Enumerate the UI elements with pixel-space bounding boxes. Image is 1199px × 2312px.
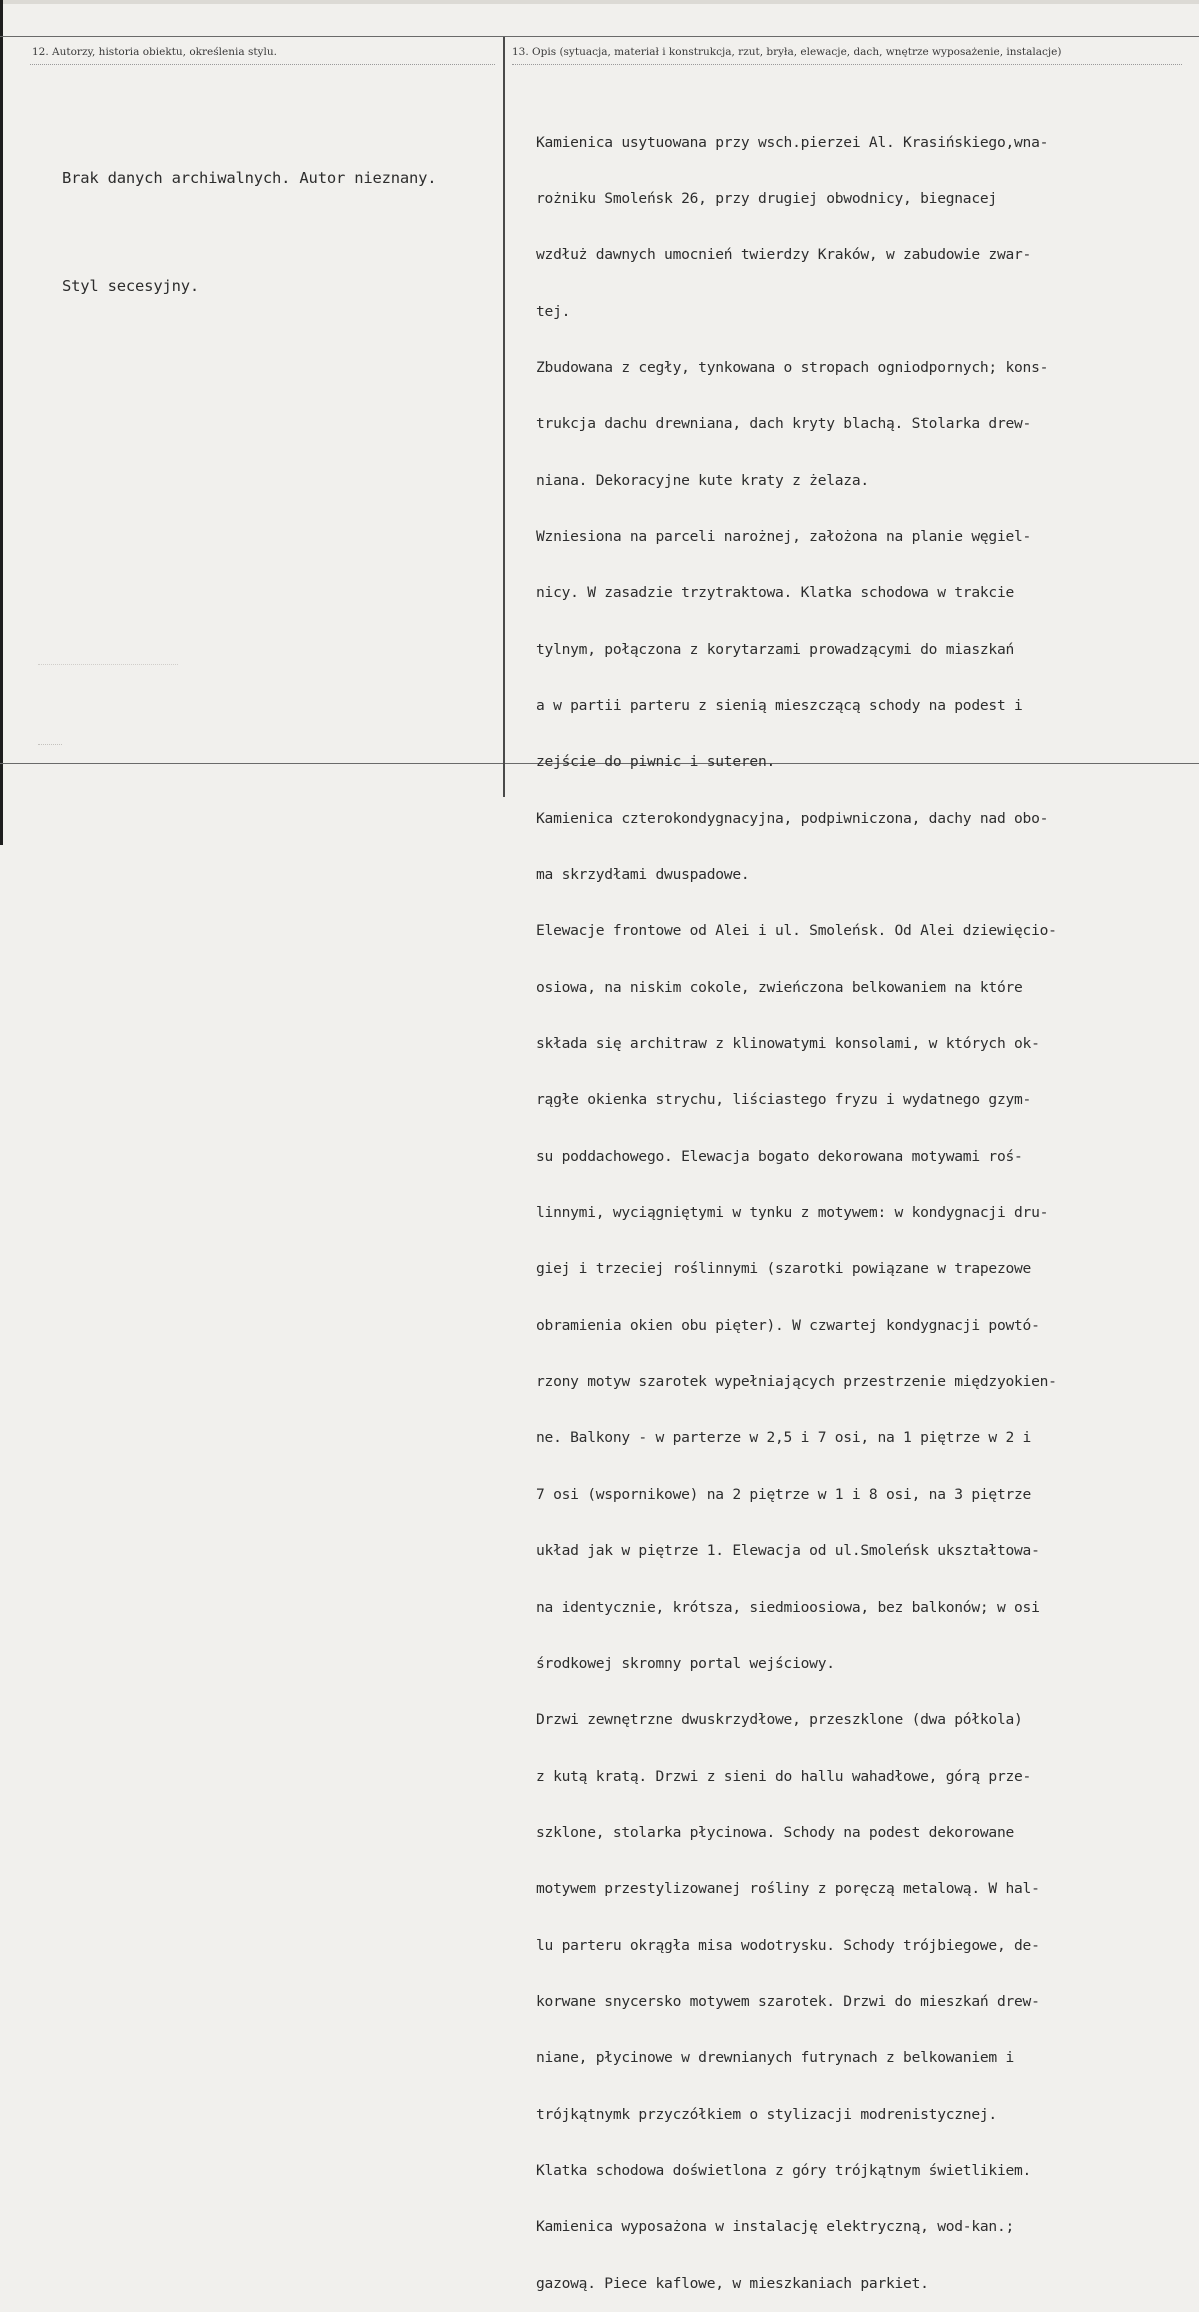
text-line: składa się architraw z klinowatymi konsolami, w których ok- [536,1035,1040,1053]
text-line: gazową. Piece kaflowe, w mieszkaniach parkiet. [536,2274,929,2292]
text-line: a w partii parteru z sienią mieszczącą schody na podest i [536,697,1023,714]
text-line: Kamienica czterokondygnacyjna, podpiwniczona, dachy nad obo- [536,809,1049,827]
faint-bleedthrough-mark [38,664,178,671]
text-line: Kamienica wyposażona w instalację elektryczną, wod-kan.; [536,2218,1015,2236]
text-line: 7 osi (wspornikowe) na 2 piętrze w 1 i 8 osi, na 3 piętrze [536,1485,1032,1503]
text-line: trukcja dachu drewniana, dach kryty blachą. Stolarka drew- [536,415,1032,433]
top-rule [0,36,1199,37]
text-line: Zbudowana z cegły, tynkowana o stropach ogniodpornych; kons- [536,358,1049,376]
column-divider [503,37,505,797]
text-line: Drzwi zewnętrzne dwuskrzydłowe, przeszklone (dwa półkola) [536,1711,1023,1729]
text-line: na identycznie, krótsza, siedmioosiowa, bez balkonów; w osi [536,1598,1040,1616]
text-line: ma skrzydłami dwuspadowe. [536,866,750,884]
text-line: niana. Dekoracyjne kute kraty z żelaza. [536,471,869,489]
text-line: obramienia okien obu pięter). W czwartej kondygnacji powtó- [536,1316,1040,1334]
section-13-header: 13. Opis (sytuacja, materiał i konstrukcja, rzut, bryła, elewacje, dach, wnętrze wyposażenie, instalacje) [512,46,1062,58]
page-top-edge [0,0,1199,4]
right-header-underline [512,64,1182,65]
text-line: rzony motyw szarotek wypełniających przestrzenie międzyokien- [536,1373,1057,1391]
text-line: trójkątnymk przyczółkiem o stylizacji modrenistycznej. [536,2105,997,2123]
text-line: Styl secesyjny. [62,277,199,295]
left-header-underline [30,64,495,65]
text-line: układ jak w piętrze 1. Elewacja od ul.Smoleńsk ukształtowa- [536,1542,1040,1560]
text-line: linnymi, wyciągniętymi w tynku z motywem: w kondygnacji dru- [536,1204,1049,1222]
page-left-edge [0,0,3,845]
text-line: osiowa, na niskim cokole, zwieńczona belkowaniem na które [536,978,1023,996]
text-line: Wzniesiona na parceli narożnej, założona na planie węgiel- [536,527,1032,545]
text-line: tylnym, połączona z korytarzami prowadzącymi do miaszkań [536,640,1015,658]
text-line: niane, płycinowe w drewnianych futrynach z belkowaniem i [536,2049,1015,2067]
text-line: nicy. W zasadzie trzytraktowa. Klatka schodowa w trakcie [536,584,1015,602]
text-line: rągłe okienka strychu, liściastego fryzu i wydatnego gzym- [536,1091,1032,1109]
text-line: tej. [536,302,571,320]
text-line: wzdłuż dawnych umocnień twierdzy Kraków, w zabudowie zwar- [536,246,1032,264]
text-line: giej i trzeciej roślinnymi (szarotki powiązane w trapezowe [536,1260,1032,1278]
text-line: zejście do piwnic i suteren. [536,753,776,771]
text-line: Kamienica usytuowana przy wsch.pierzei Al. Krasińskiego,wna- [536,133,1049,151]
text-line: Klatka schodowa doświetlona z góry trójkątnym świetlikiem. [536,2161,1032,2179]
faint-bleedthrough-mark [38,744,62,749]
text-line: środkowej skromny portal wejściowy. [536,1654,835,1672]
text-line: szklone, stolarka płycinowa. Schody na podest dekorowane [536,1823,1015,1841]
text-line: su poddachowego. Elewacja bogato dekorowana motywami roś- [536,1147,1023,1165]
section-12-header: 12. Autorzy, historia obiektu, określenia stylu. [32,46,277,58]
text-line: rożniku Smoleńsk 26, przy drugiej obwodnicy, biegnacej [536,189,997,207]
text-line: lu parteru okrągła misa wodotrysku. Schody trójbiegowe, de- [536,1936,1040,1954]
text-line: korwane snycersko motywem szarotek. Drzwi do mieszkań drew- [536,1992,1040,2010]
text-line: motywem przestylizowanej rośliny z poręczą metalową. W hal- [536,1880,1040,1898]
left-column-text [62,88,436,340]
right-column-text [536,96,1057,2312]
text-line: Brak danych archiwalnych. Autor nieznany. [62,169,437,187]
text-line: z kutą kratą. Drzwi z sieni do hallu wahadłowe, górą prze- [536,1767,1032,1785]
text-line: ne. Balkony - w parterze w 2,5 i 7 osi, na 1 piętrze w 2 i [536,1429,1032,1447]
text-line: Elewacje frontowe od Alei i ul. Smoleńsk. Od Alei dziewięcio- [536,922,1057,940]
